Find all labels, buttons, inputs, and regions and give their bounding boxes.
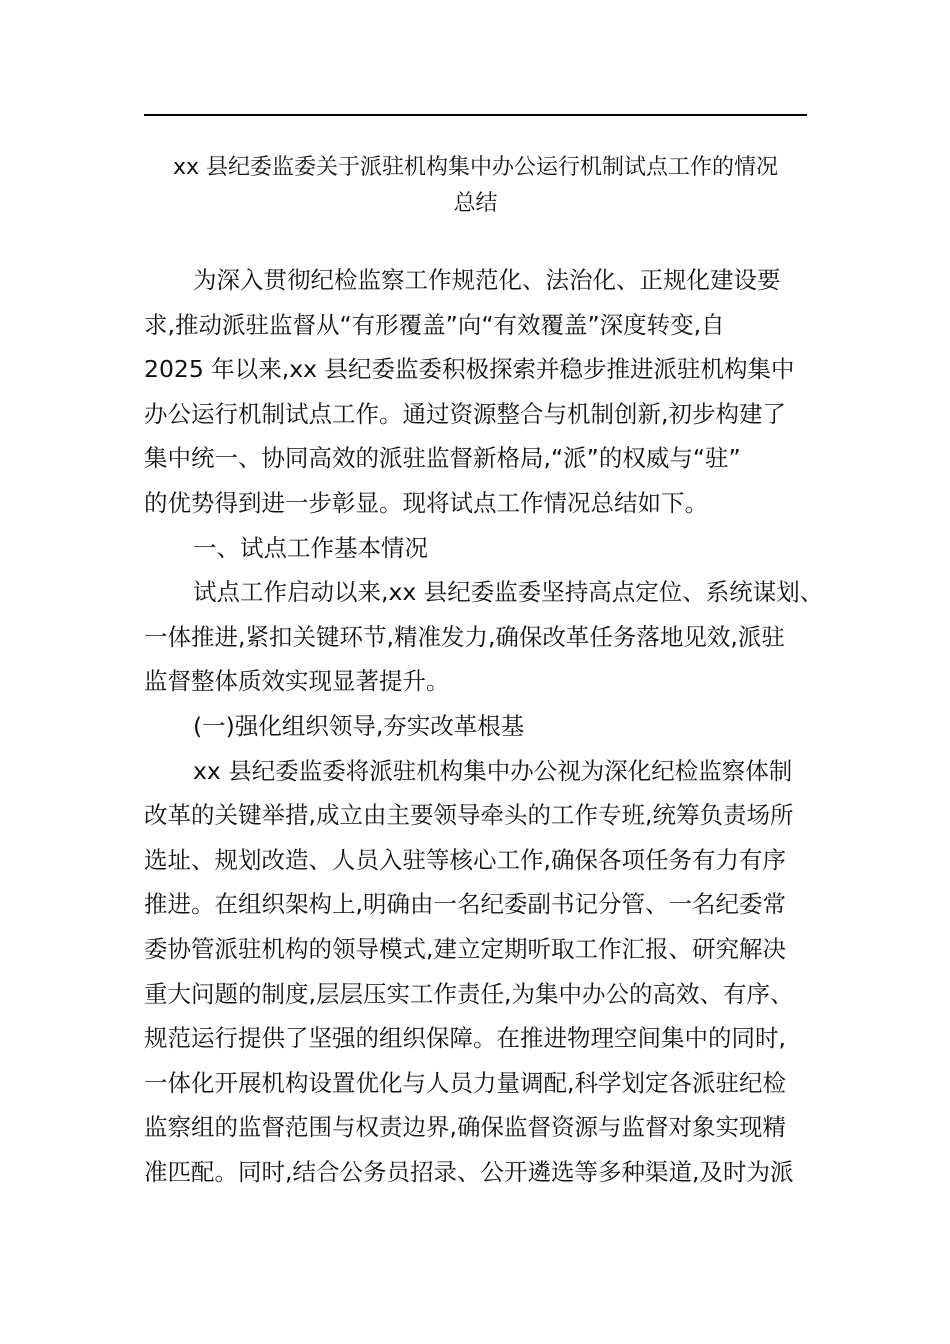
- paragraph-line: 一体化开展机构设置优化与人员力量调配,科学划定各派驻纪检: [144, 1068, 786, 1097]
- paragraph-line: 重大问题的制度,层层压实工作责任,为集中办公的高效、有序、: [144, 979, 794, 1008]
- paragraph-line: 办公运行机制试点工作。通过资源整合与机制创新,初步构建了: [144, 399, 786, 428]
- header-rule: [144, 114, 807, 116]
- paragraph-line: xx 县纪委监委将派驻机构集中办公视为深化纪检监察体制: [193, 756, 793, 785]
- paragraph-line: 规范运行提供了坚强的组织保障。在推进物理空间集中的同时,: [144, 1024, 786, 1053]
- title-line: 总结: [453, 191, 498, 216]
- section-heading: 一、试点工作基本情况: [193, 533, 428, 562]
- paragraph-line: 一体推进,紧扣关键环节,精准发力,确保改革任务落地见效,派驻: [144, 622, 785, 651]
- subsection-heading: (一)强化组织领导,夯实改革根基: [193, 711, 525, 740]
- paragraph-line: 准匹配。同时,结合公务员招录、公开遴选等多种渠道,及时为派: [144, 1157, 794, 1186]
- paragraph-line: 集中统一、协同高效的派驻监督新格局,“派”的权威与“驻”: [144, 444, 741, 473]
- paragraph-line: 的优势得到进一步彰显。现将试点工作情况总结如下。: [144, 488, 708, 517]
- paragraph-line: 选址、规划改造、人员入驻等核心工作,确保各项任务有力有序: [144, 845, 786, 874]
- paragraph-line: 推进。在组织架构上,明确由一名纪委副书记分管、一名纪委常: [144, 890, 786, 919]
- paragraph-line: 监督整体质效实现显著提升。: [144, 667, 450, 696]
- paragraph-line: 为深入贯彻纪检监察工作规范化、法治化、正规化建设要: [193, 266, 781, 294]
- paragraph-line: 改革的关键举措,成立由主要领导牵头的工作专班,统筹负责场所: [144, 801, 794, 830]
- paragraph-line: 委协管派驻机构的领导模式,建立定期听取工作汇报、研究解决: [144, 934, 786, 963]
- paragraph-line: 试点工作启动以来,xx 县纪委监委坚持高点定位、系统谋划、: [193, 578, 824, 607]
- paragraph-line: 监察组的监督范围与权责边界,确保监督资源与监督对象实现精: [144, 1113, 786, 1142]
- paragraph-line: 求,推动派驻监督从“有形覆盖”向“有效覆盖”深度转变,自: [144, 310, 725, 339]
- document-title: [144, 150, 807, 222]
- paragraph-line: 2025 年以来,xx 县纪委监委积极探索并稳步推进派驻机构集中: [144, 355, 795, 384]
- title-line: xx 县纪委监委关于派驻机构集中办公运行机制试点工作的情况: [172, 155, 779, 180]
- document-body: [144, 258, 824, 1194]
